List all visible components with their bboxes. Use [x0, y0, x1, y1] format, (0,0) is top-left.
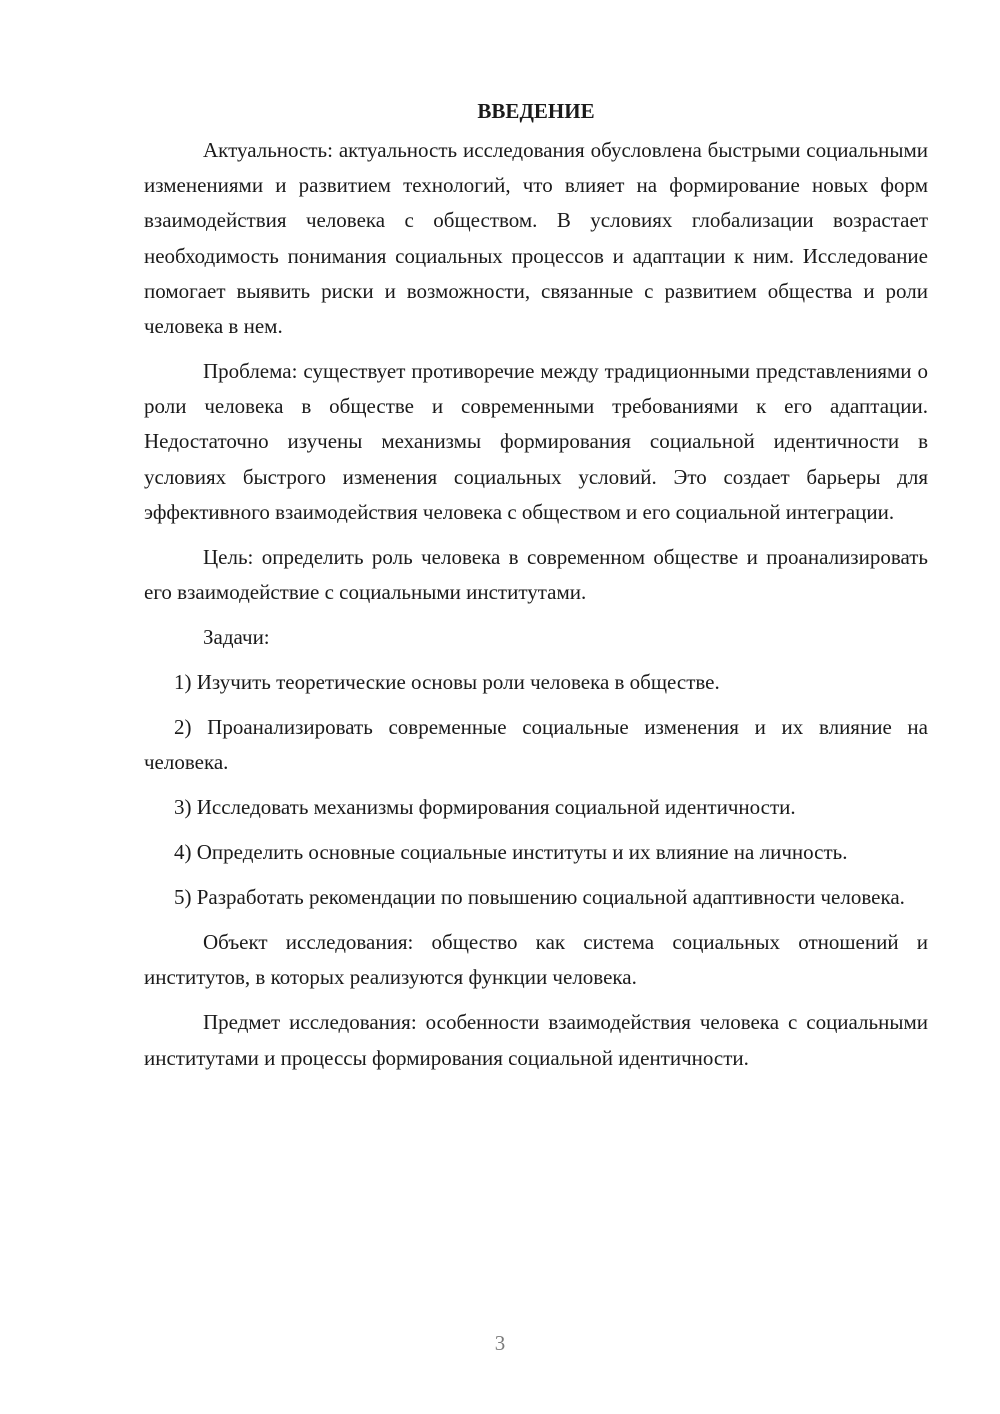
tasks-heading: Задачи:: [203, 625, 270, 650]
paragraph-relevance: Актуальность: актуальность исследования обусловлена быстрыми социальными изменениями и развитием технологий, что влияет на формирование новых форм взаимодействия человека с обществом. В условиях глобализации возрастает необходимость понимания социальных процессов и адаптации к ним. Исследование помогает выявить риски и возможности, связанные с развитием общества и роли человека в нем.: [144, 138, 928, 339]
page-title: ВВЕДЕНИЕ: [477, 99, 595, 123]
paragraph-subject: Предмет исследования: особенности взаимодействия человека с социальными институтами и процессы формирования социальной идентичности.: [144, 1010, 928, 1070]
list-item: 1) Изучить теоретические основы роли человека в обществе.: [174, 670, 720, 695]
list-item: 5) Разработать рекомендации по повышению социальной адаптивности человека.: [174, 885, 905, 910]
list-item: 3) Исследовать механизмы формирования социальной идентичности.: [174, 795, 796, 820]
page-number: 3: [494, 1331, 506, 1355]
paragraph-goal: Цель: определить роль человека в современном обществе и проанализировать его взаимодействие с социальными институтами.: [144, 544, 928, 605]
list-item: 2) Проанализировать современные социальные изменения и их влияние на человека.: [144, 715, 928, 775]
paragraph-object: Объект исследования: общество как система социальных отношений и институтов, в которых реализуются функции человека.: [144, 930, 928, 990]
list-item: 4) Определить основные социальные институты и их влияние на личность.: [174, 840, 848, 865]
paragraph-problem: Проблема: существует противоречие между традиционными представлениями о роли человека в обществе и современными требованиями к его адаптации. Недостаточно изучены механизмы формирования социальной идентичности в условиях быстрого изменения социальных условий. Это создает барьеры для эффективного взаимодействия человека с обществом и его социальной интеграции.: [144, 359, 928, 524]
document-page: [144, 96, 928, 1086]
